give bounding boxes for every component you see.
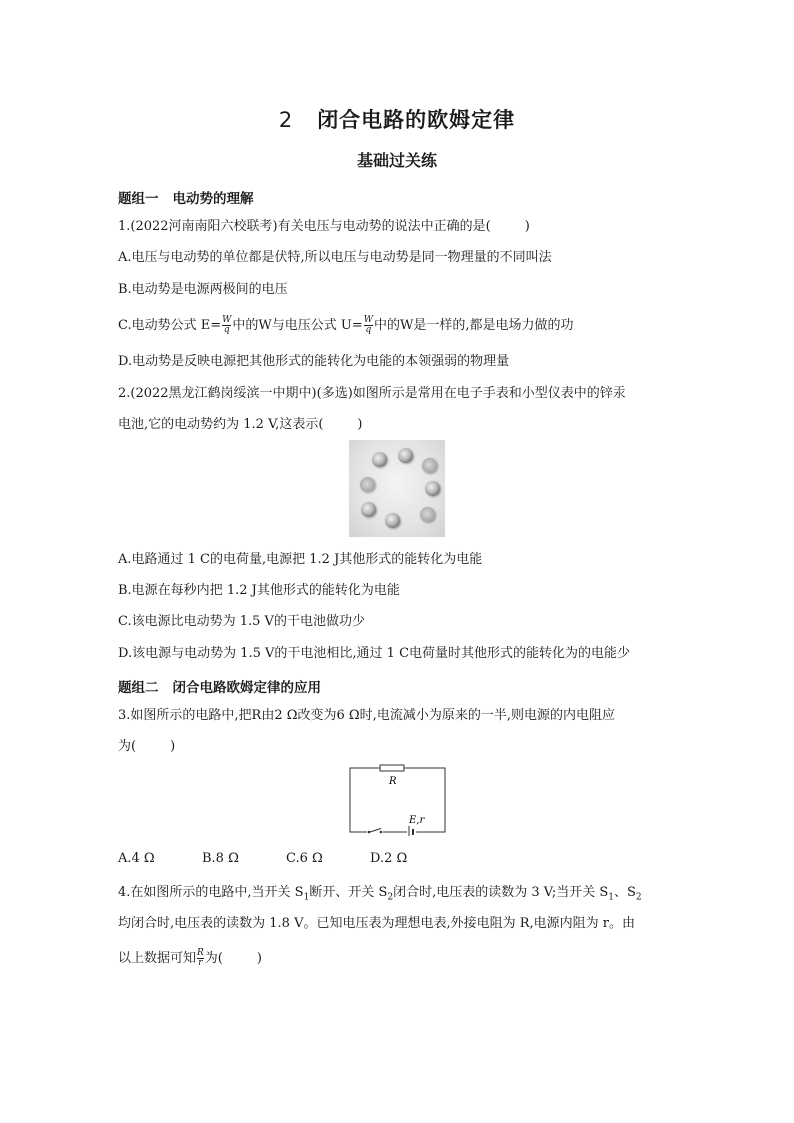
q3-choice-d: D.2 Ω — [370, 851, 408, 866]
fraction: $\frac{W}{q}$ — [222, 315, 232, 335]
circuit-diagram — [347, 764, 449, 836]
group-label: 题组一 — [118, 191, 159, 207]
q3-choice-c: C.6 Ω — [286, 851, 323, 866]
q3-choice-a: A.4 Ω — [118, 851, 155, 866]
q2-option-a: A.电路通过 1 C的电荷量,电源把 1.2 J其他形式的能转化为电能 — [118, 552, 483, 567]
group-text: 电动势的理解 — [172, 191, 254, 207]
q3-stem-line2: 为( ) — [118, 739, 176, 754]
q1-option-d: D.电动势是反映电源把其他形式的能转化为电能的本领强弱的物理量 — [118, 354, 510, 369]
q4-stem-line2: 均闭合时,电压表的读数为 1.8 V。已知电压表为理想电表,外接电阻为 R,电源内阻为 r。由 — [118, 916, 635, 931]
battery-label: E,r — [409, 815, 425, 826]
q3-stem-line1: 3.如图所示的电路中,把R由2 Ω改变为6 Ω时,电流减小为原来的一半,则电源的内电阻应 — [118, 708, 615, 723]
group-heading-1 — [118, 187, 254, 207]
q2-option-d: D.该电源与电动势为 1.5 V的干电池相比,通过 1 C电荷量时其他形式的能转化为的电能少 — [118, 646, 631, 661]
q2-stem-line1: 2.(2022黑龙江鹤岗绥滨一中期中)(多选)如图所示是常用在电子手表和小型仪表中的锌汞 — [118, 386, 626, 401]
q1-stem: 1.(2022河南南阳六校联考)有关电压与电动势的说法中正确的是( ) — [118, 219, 530, 234]
resistor-icon — [380, 765, 404, 771]
q3-choice-b: B.8 Ω — [202, 851, 239, 866]
page-title — [0, 104, 794, 134]
group-heading-2 — [118, 676, 321, 696]
fraction: $\frac{R}{r}$ — [197, 948, 204, 968]
group-label: 题组二 — [118, 680, 159, 696]
q1-option-c: C.电动势公式 E= $\frac{W}{q}$ 中的W与电压公式 U= $\frac{W}{q}$ 中的W是一样的,都是电场力做的功 — [118, 315, 574, 335]
q2-option-b: B.电源在每秒内把 1.2 J其他形式的能转化为电能 — [118, 583, 400, 598]
q4-stem-line1: 4.在如图所示的电路中,当开关 $S_1$断开、开关 $S_2$闭合时,电压表的读数为 3 V;当开关 $S_1$、$S_2$ — [118, 885, 642, 903]
section-number: 2 — [278, 108, 294, 132]
fraction: $\frac{W}{q}$ — [363, 315, 374, 335]
resistor-label: R — [389, 776, 397, 787]
q1-option-b: B.电动势是电源两极间的电压 — [118, 282, 288, 297]
q2-option-c: C.该电源比电动势为 1.5 V的干电池做功少 — [118, 614, 365, 629]
battery-photo — [349, 440, 445, 537]
section-title: 闭合电路的欧姆定律 — [317, 108, 516, 132]
q2-stem-line2: 电池,它的电动势约为 1.2 V,这表示( ) — [118, 417, 363, 432]
group-text: 闭合电路欧姆定律的应用 — [172, 680, 321, 696]
q1-option-a: A.电压与电动势的单位都是伏特,所以电压与电动势是同一物理量的不同叫法 — [118, 250, 552, 265]
q3-choices — [118, 851, 454, 866]
page-subtitle: 基础过关练 — [356, 151, 437, 170]
q4-stem-line3: 以上数据可知 $\frac{R}{r}$ 为( ) — [118, 948, 262, 968]
